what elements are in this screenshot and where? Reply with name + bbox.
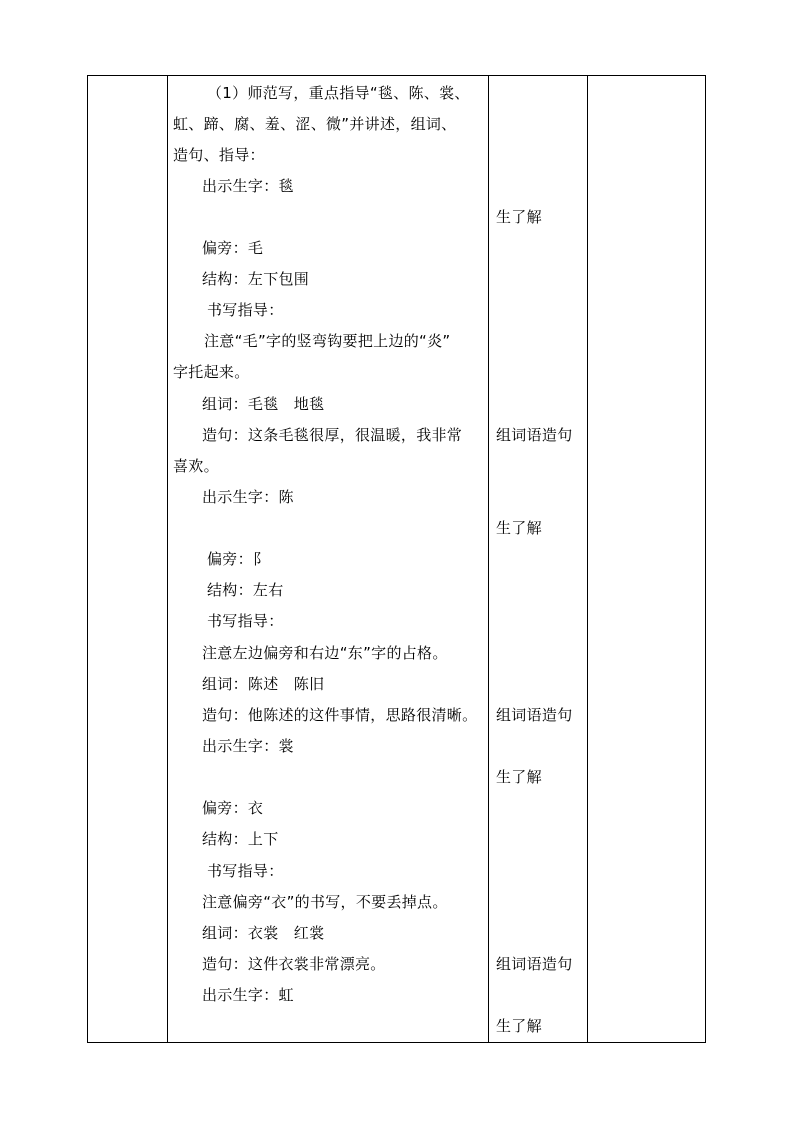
text-line: 注意偏旁“衣”的书写，不要丢掉点。 <box>202 893 448 911</box>
student-activity: 组词语造句 <box>496 706 573 724</box>
student-activity: 组词语造句 <box>496 426 573 444</box>
student-activity: 组词语造句 <box>496 955 573 973</box>
text-line: 结构：左右 <box>207 581 284 599</box>
text-line: 出示生字：毯 <box>202 177 294 195</box>
text-line: 虹、蹄、腐、羞、涩、微”并讲述，组词、 <box>173 115 457 133</box>
student-activity: 生了解 <box>496 208 542 226</box>
text-line: 书写指导： <box>207 612 284 630</box>
column-divider-2 <box>488 76 489 1042</box>
student-activity: 生了解 <box>496 768 542 786</box>
text-line: 书写指导： <box>207 301 284 319</box>
text-line: 造句：他陈述的这件事情，思路很清晰。 <box>202 706 478 724</box>
text-line: 注意“毛”字的竖弯钩要把上边的“炎” <box>204 332 451 350</box>
text-line: 出示生字：虹 <box>202 986 294 1004</box>
text-line: （1）师范写，重点指导“毯、陈、裳、 <box>207 84 470 102</box>
text-line: 字托起来。 <box>173 363 250 381</box>
text-line: 注意左边偏旁和右边“东”字的占格。 <box>202 644 448 662</box>
text-line: 书写指导： <box>207 862 284 880</box>
text-line: 出示生字：陈 <box>202 488 294 506</box>
text-line: 组词：毛毯 地毯 <box>202 395 325 413</box>
text-line: 出示生字：裳 <box>202 737 294 755</box>
text-line: 偏旁：衣 <box>202 799 264 817</box>
column-divider-1 <box>167 76 168 1042</box>
text-line: 造句、指导： <box>173 146 265 164</box>
column-divider-3 <box>587 76 588 1042</box>
text-line: 结构：上下 <box>202 830 279 848</box>
text-line: 组词：陈述 陈旧 <box>202 675 325 693</box>
text-line: 偏旁：毛 <box>202 239 264 257</box>
student-activity: 生了解 <box>496 519 542 537</box>
student-activity: 生了解 <box>496 1017 542 1035</box>
text-line: 组词：衣裳 红裳 <box>202 924 325 942</box>
text-line: 结构：左下包围 <box>202 270 310 288</box>
text-line: 喜欢。 <box>173 457 219 475</box>
text-line: 造句：这条毛毯很厚，很温暖，我非常 <box>202 426 463 444</box>
text-line: 偏旁：阝 <box>207 550 269 568</box>
text-line: 造句：这件衣裳非常漂亮。 <box>202 955 386 973</box>
